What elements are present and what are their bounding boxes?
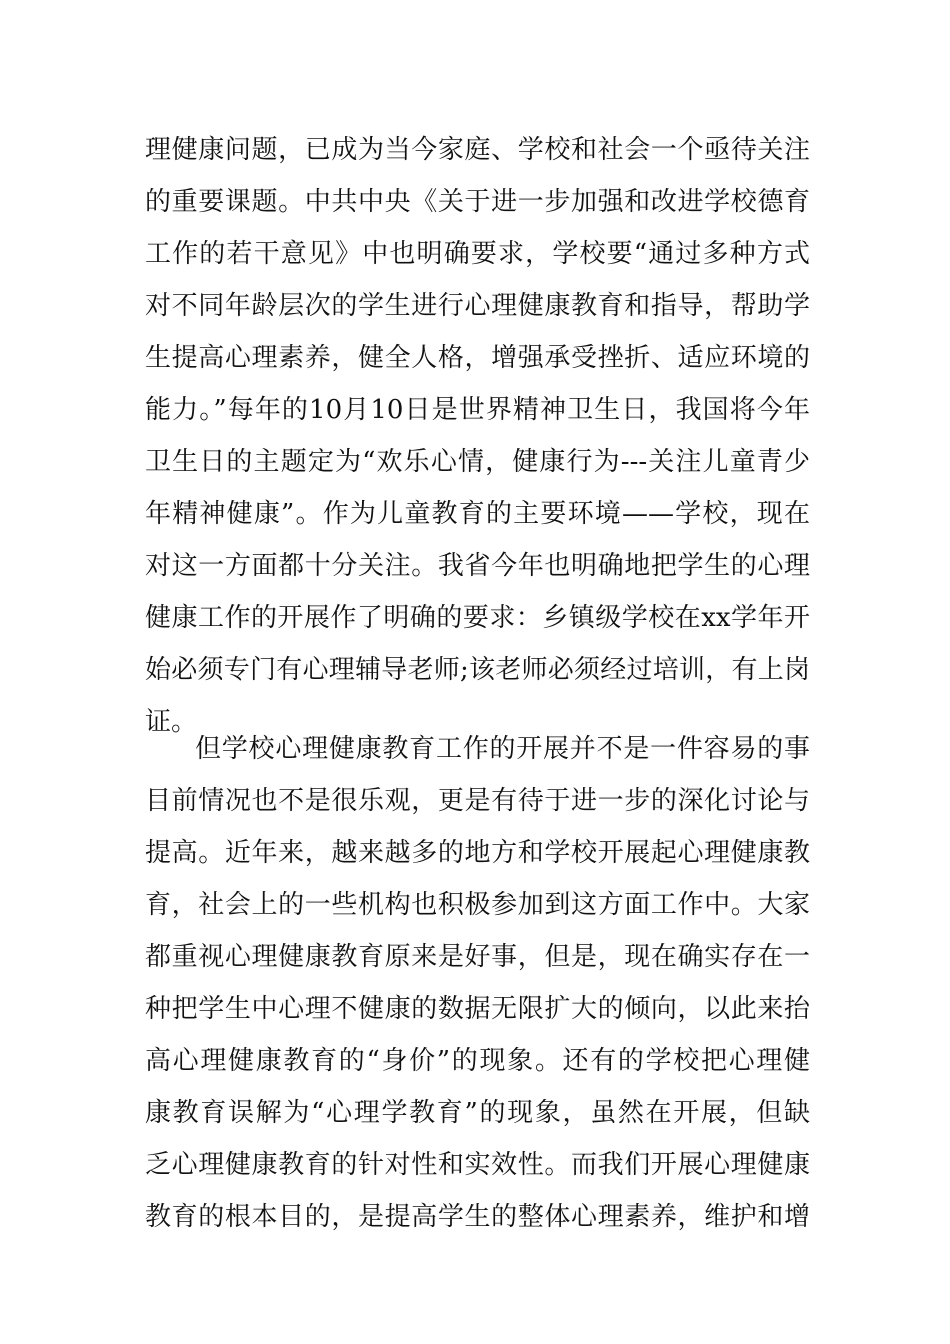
- text-line: 乏心理健康教育的针对性和实效性。而我们开展心理健康: [145, 1150, 810, 1180]
- text-line: 生提高心理素养，健全人格，增强承受挫折、适应环境的: [145, 343, 810, 373]
- paragraph-1: [145, 124, 810, 748]
- text-line: 育，社会上的一些机构也积极参加到这方面工作中。大家: [145, 890, 810, 920]
- text-line: 目前情况也不是很乐观，更是有待于进一步的深化讨论与: [145, 786, 810, 816]
- text-line: 高心理健康教育的“身价”的现象。还有的学校把心理健: [145, 1046, 810, 1076]
- text-line: 对不同年龄层次的学生进行心理健康教育和指导，帮助学: [145, 291, 810, 321]
- text-line: 教育的根本目的，是提高学生的整体心理素养，维护和增: [145, 1202, 810, 1232]
- text-line: 始必须专门有心理辅导老师;该老师必须经过培训，有上岗: [145, 655, 810, 685]
- text-line: 但学校心理健康教育工作的开展并不是一件容易的事: [195, 734, 810, 764]
- text-line: 证。: [145, 707, 198, 737]
- text-line: 工作的若干意见》中也明确要求，学校要“通过多种方式: [145, 239, 810, 269]
- paragraph-2: [145, 723, 810, 1243]
- text-line: 能力。”每年的10月10日是世界精神卫生日，我国将今年: [145, 395, 810, 425]
- text-line: 提高。近年来，越来越多的地方和学校开展起心理健康教: [145, 838, 810, 868]
- text-line: 种把学生中心理不健康的数据无限扩大的倾向，以此来抬: [145, 994, 810, 1024]
- text-line: 都重视心理健康教育原来是好事，但是，现在确实存在一: [145, 942, 810, 972]
- text-line: 康教育误解为“心理学教育”的现象，虽然在开展，但缺: [145, 1098, 810, 1128]
- text-line: 卫生日的主题定为“欢乐心情，健康行为---关注儿童青少: [145, 447, 810, 477]
- text-line: 对这一方面都十分关注。我省今年也明确地把学生的心理: [145, 551, 810, 581]
- text-line: 健康工作的开展作了明确的要求：乡镇级学校在xx学年开: [145, 603, 810, 633]
- text-line: 理健康问题，已成为当今家庭、学校和社会一个亟待关注: [145, 135, 810, 165]
- text-line: 年精神健康”。作为儿童教育的主要环境——学校，现在: [145, 499, 810, 529]
- text-line: 的重要课题。中共中央《关于进一步加强和改进学校德育: [145, 187, 810, 217]
